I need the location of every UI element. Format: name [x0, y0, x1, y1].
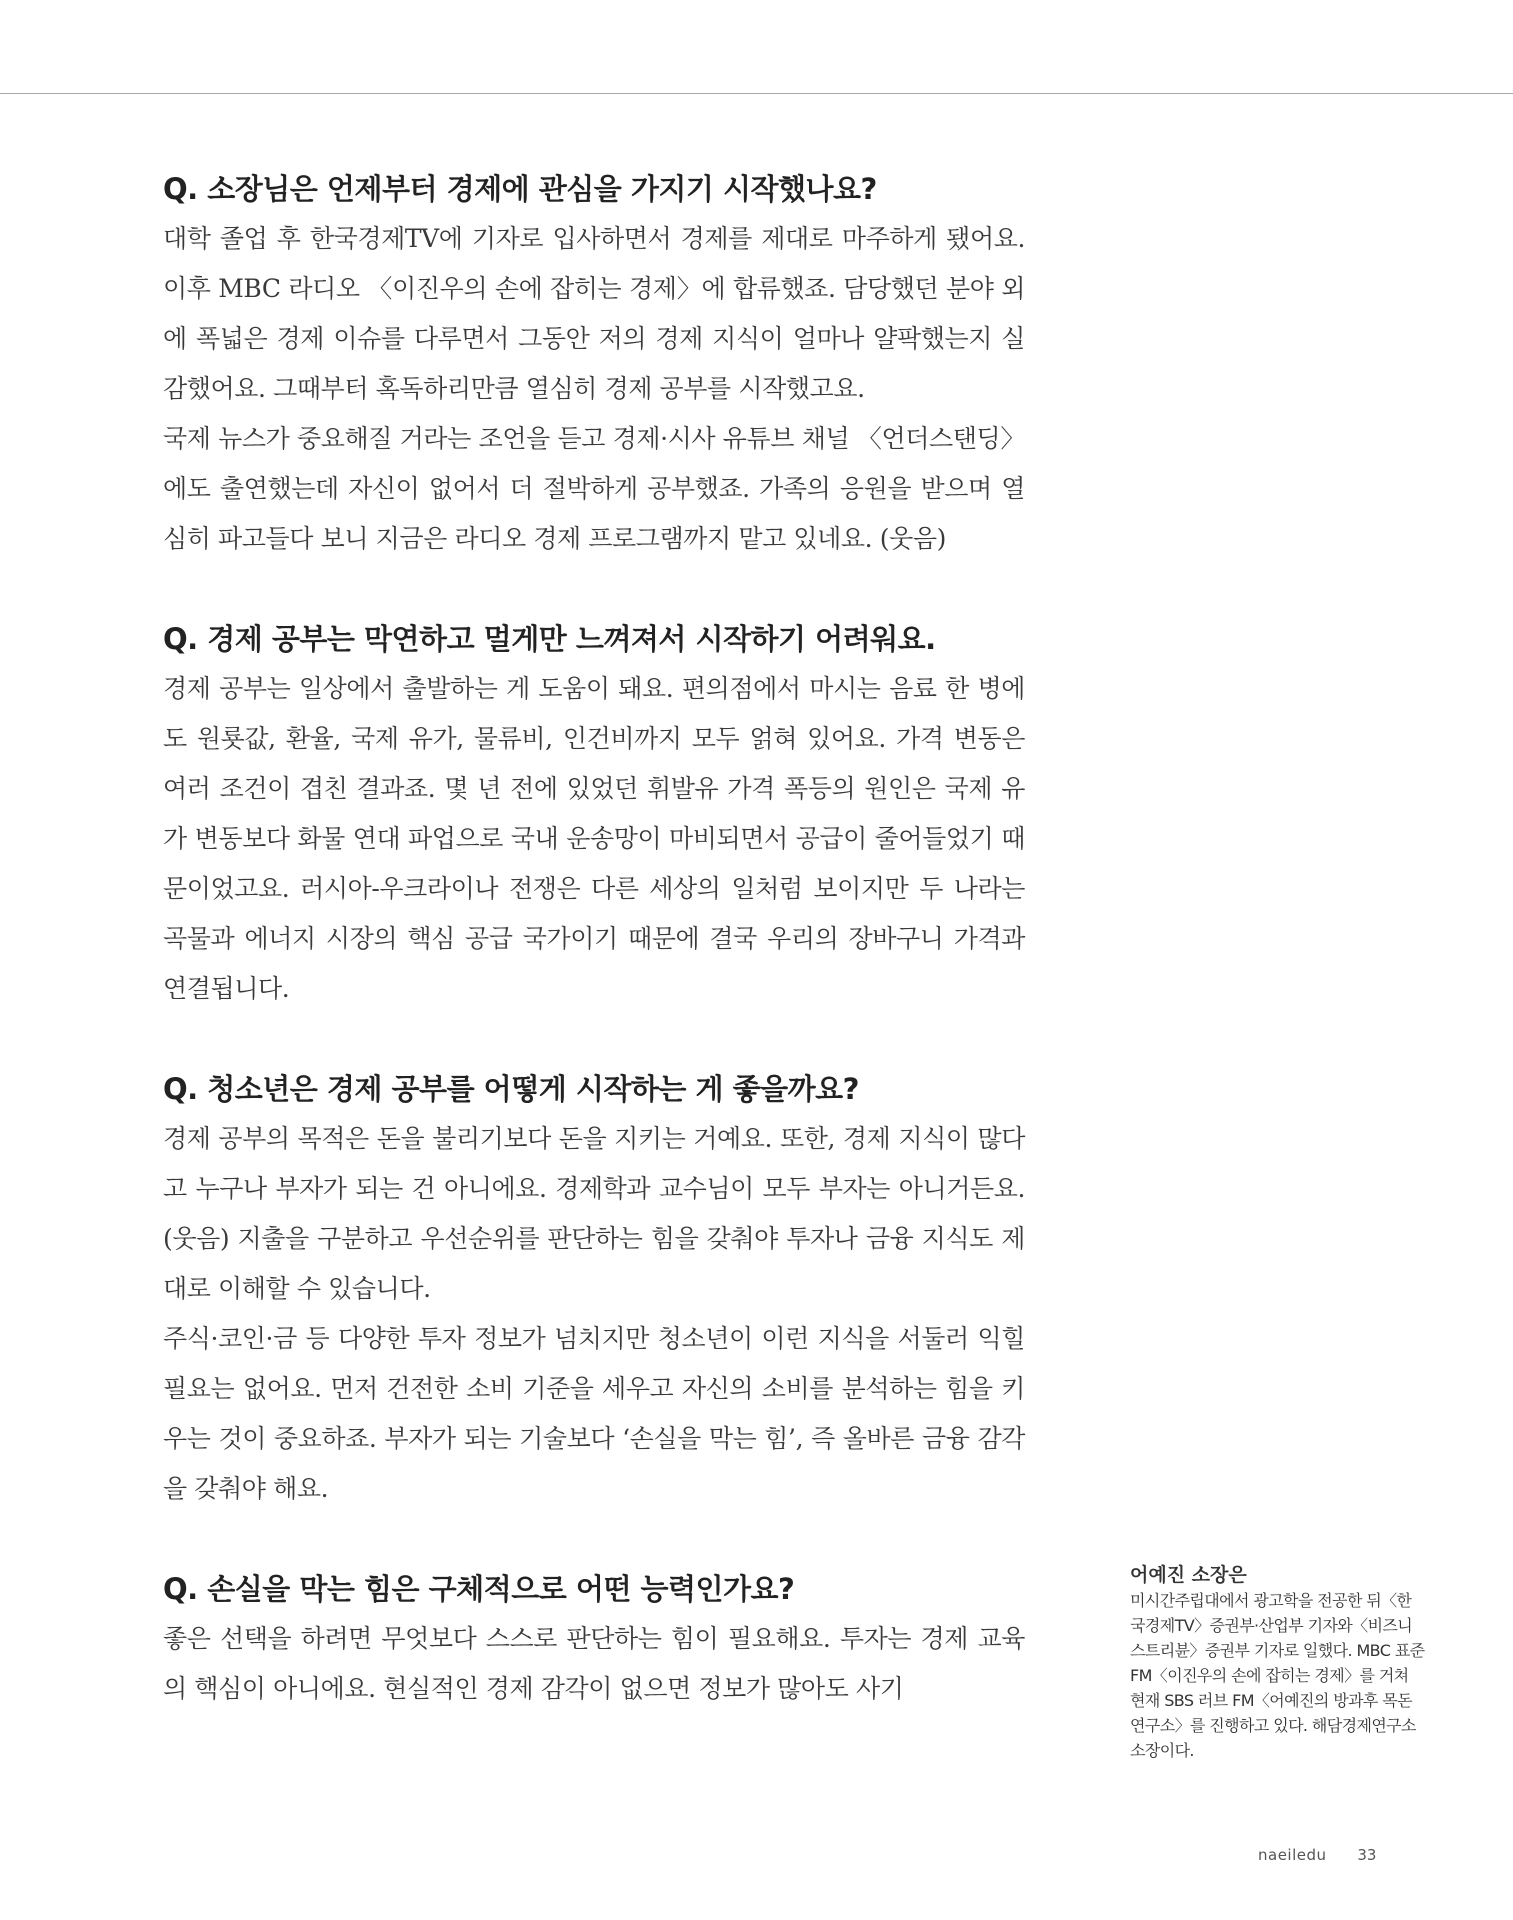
interview-article [163, 164, 1025, 1764]
page-number: 33 [1357, 1846, 1377, 1864]
qa-section-1 [163, 164, 1025, 564]
top-divider [0, 93, 1513, 94]
profile-title: 어예진 소장은 [1130, 1564, 1247, 1586]
page-footer [1258, 1846, 1376, 1864]
answer-paragraph: 경제 공부는 일상에서 출발하는 게 도움이 돼요. 편의점에서 마시는 음료 한 병에도 원룟값, 환율, 국제 유가, 물류비, 인건비까지 모두 얽혀 있어요. 가격 변동은 여러 조건이 겹친 결과죠. 몇 년 전에 있었던 휘발유 가격 폭등의 원인은 국제 유가 변동보다 화물 연대 파업으로 국내 운송망이 마비되면서 공급이 줄어들었기 때문이었고요. 러시아-우크라이나 전쟁은 다른 세상의 일처럼 보이지만 두 나라는 곡물과 에너지 시장의 핵심 공급 국가이기 때문에 결국 우리의 장바구니 가격과 연결됩니다. [163, 674, 1025, 1003]
qa-section-4 [163, 1564, 1025, 1714]
answer-paragraph: 좋은 선택을 하려면 무엇보다 스스로 판단하는 힘이 필요해요. 투자는 경제 교육의 핵심이 아니에요. 현실적인 경제 감각이 없으면 정보가 많아도 사기 [163, 1624, 1025, 1703]
profile-sidebar [1130, 1562, 1425, 1763]
question-heading: Q. 손실을 막는 힘은 구체적으로 어떤 능력인가요? [163, 1572, 795, 1606]
answer-paragraph: 경제 공부의 목적은 돈을 불리기보다 돈을 지키는 거예요. 또한, 경제 지식이 많다고 누구나 부자가 되는 건 아니에요. 경제학과 교수님이 모두 부자는 아니거든요. (웃음) 지출을 구분하고 우선순위를 판단하는 힘을 갖춰야 투자나 금융 지식도 제대로 이해할 수 있습니다. [163, 1124, 1025, 1303]
question-heading: Q. 소장님은 언제부터 경제에 관심을 가지기 시작했나요? [163, 172, 877, 206]
qa-section-2 [163, 614, 1025, 1014]
question-heading: Q. 경제 공부는 막연하고 멀게만 느껴져서 시작하기 어려워요. [163, 622, 936, 656]
answer-paragraph: 주식·코인·금 등 다양한 투자 정보가 넘치지만 청소년이 이런 지식을 서둘러 익힐 필요는 없어요. 먼저 건전한 소비 기준을 세우고 자신의 소비를 분석하는 힘을 키우는 것이 중요하죠. 부자가 되는 기술보다 ‘손실을 막는 힘’, 즉 올바른 금융 감각을 갖춰야 해요. [163, 1324, 1025, 1503]
answer-paragraph: 대학 졸업 후 한국경제TV에 기자로 입사하면서 경제를 제대로 마주하게 됐어요. 이후 MBC 라디오 〈이진우의 손에 잡히는 경제〉에 합류했죠. 담당했던 분야 외에 폭넓은 경제 이슈를 다루면서 그동안 저의 경제 지식이 얼마나 얄팍했는지 실감했어요. 그때부터 혹독하리만큼 열심히 경제 공부를 시작했고요. [163, 224, 1025, 403]
profile-bio: 미시간주립대에서 광고학을 전공한 뒤〈한국경제TV〉증권부·산업부 기자와〈비즈니스트리뷴〉증권부 기자로 일했다. MBC 표준 FM〈이진우의 손에 잡히는 경제〉를 거쳐 현재 SBS 러브 FM〈어예진의 방과후 목돈연구소〉를 진행하고 있다. 해담경제연구소 소장이다. [1130, 1591, 1425, 1760]
question-heading: Q. 청소년은 경제 공부를 어떻게 시작하는 게 좋을까요? [163, 1072, 859, 1106]
magazine-name: naeiledu [1258, 1846, 1327, 1864]
answer-paragraph: 국제 뉴스가 중요해질 거라는 조언을 듣고 경제·시사 유튜브 채널 〈언더스탠딩〉에도 출연했는데 자신이 없어서 더 절박하게 공부했죠. 가족의 응원을 받으며 열심히 파고들다 보니 지금은 라디오 경제 프로그램까지 맡고 있네요. (웃음) [163, 424, 1025, 553]
qa-section-3 [163, 1064, 1025, 1514]
